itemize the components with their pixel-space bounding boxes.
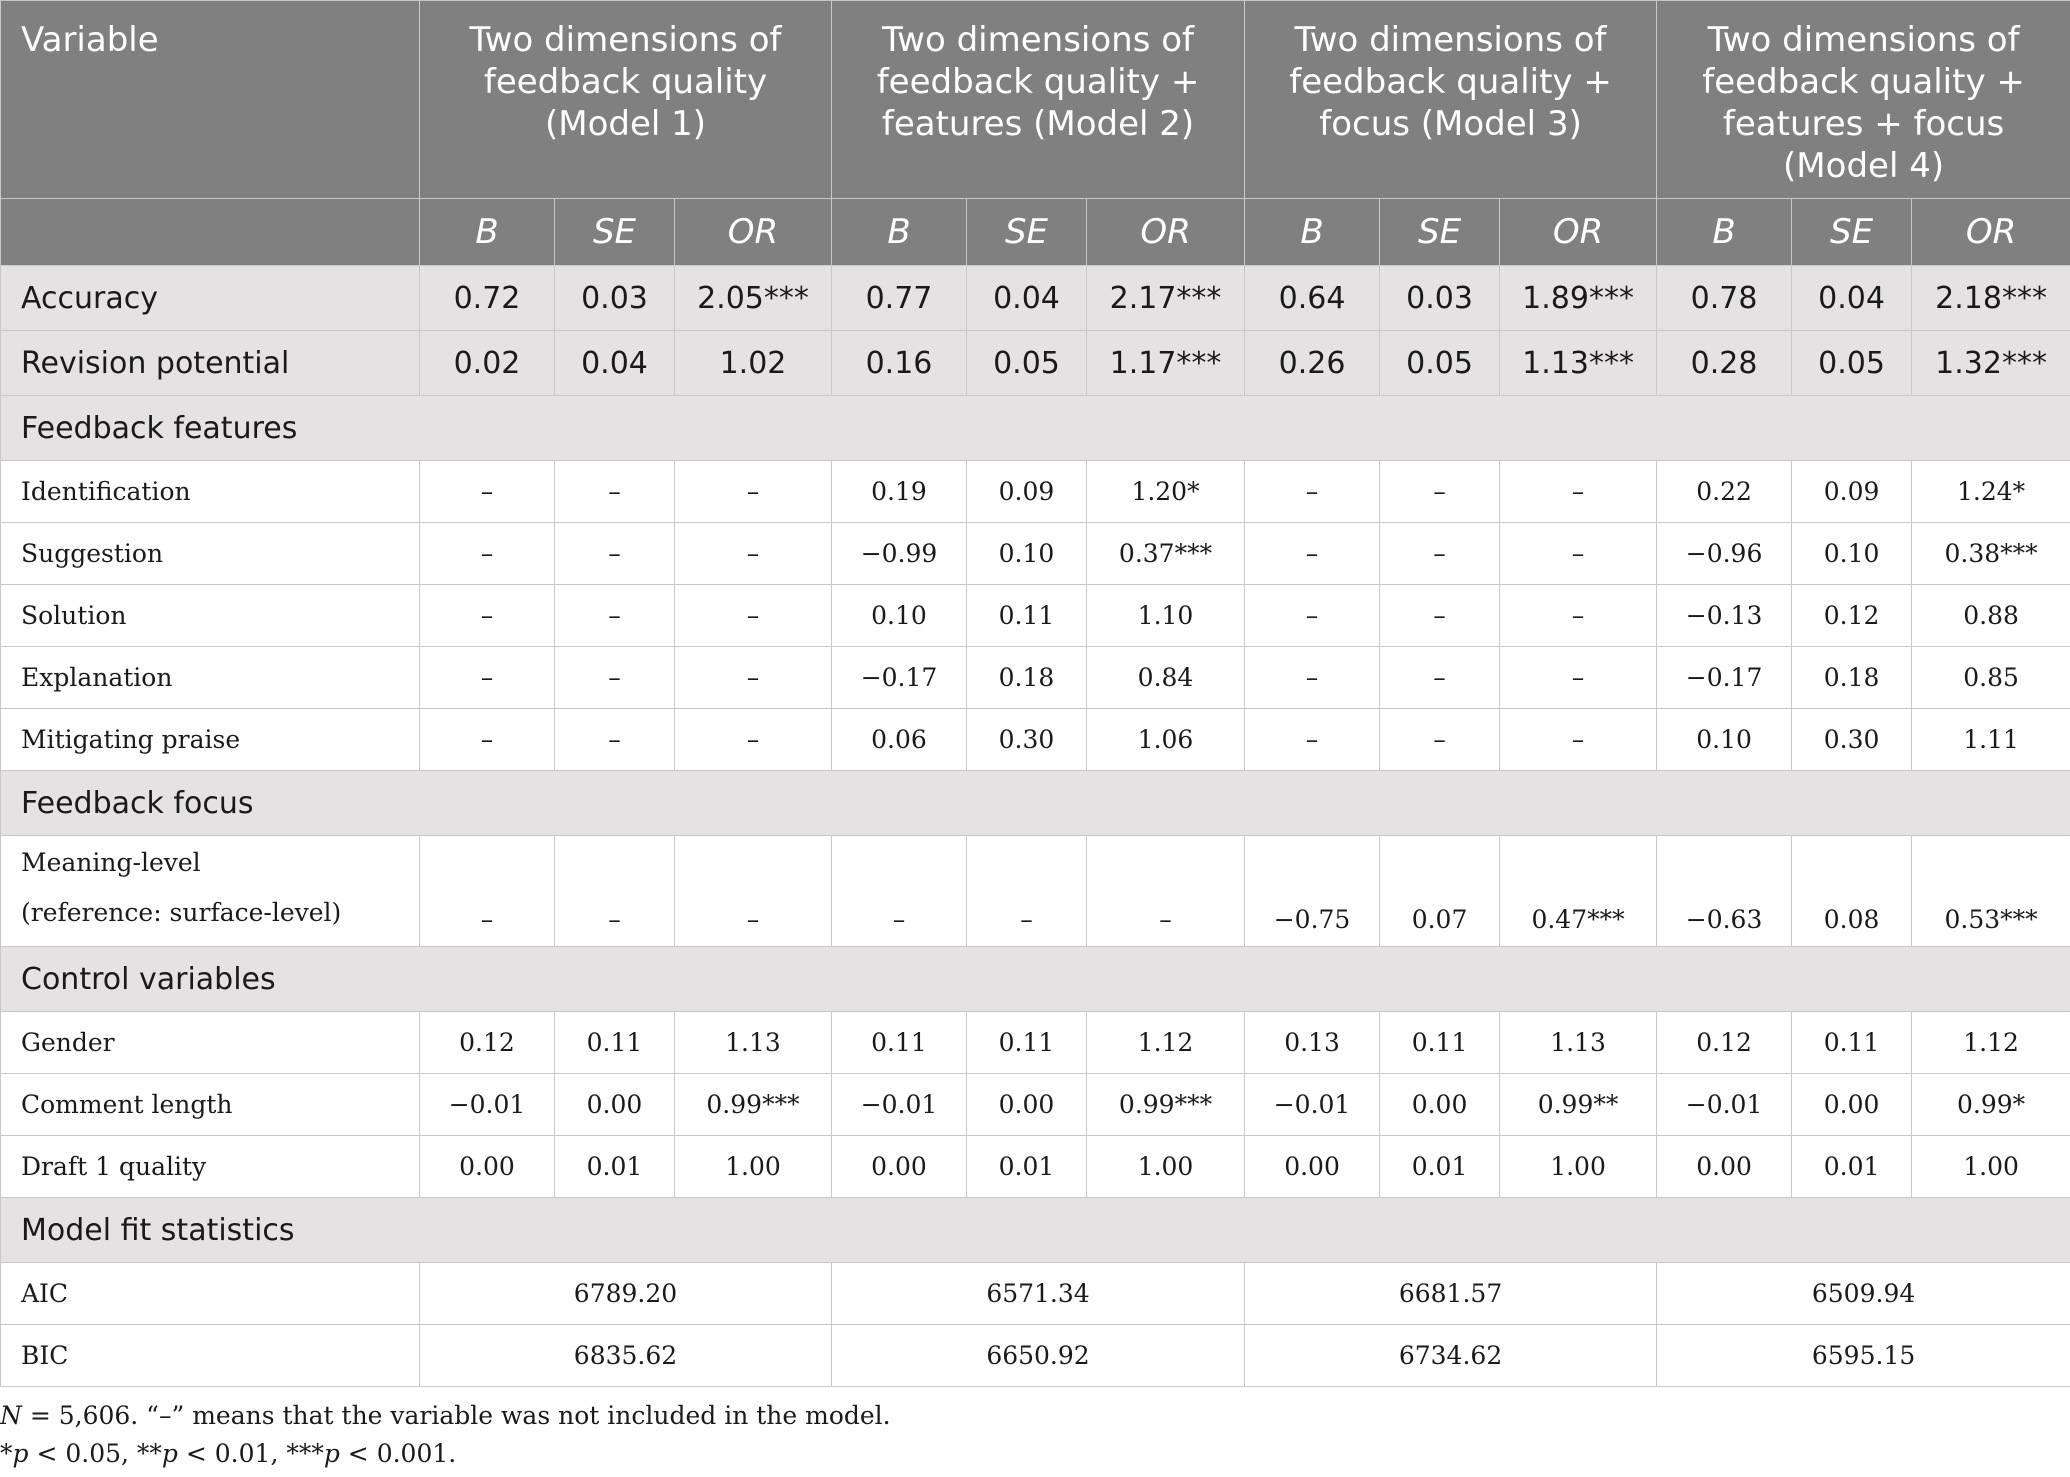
cell: 0.03 [1380, 266, 1500, 331]
cell: – [1380, 523, 1500, 585]
model-1-header-line1: Two dimensions of [469, 20, 782, 60]
cell: – [1245, 709, 1380, 771]
fn-v1: < 0.05, ** [28, 1439, 162, 1468]
cell: 0.38*** [1912, 523, 2070, 585]
cell: – [420, 585, 555, 647]
section-control-variables [1, 947, 2070, 1012]
cell: 0.30 [967, 709, 1087, 771]
cell: 1.10 [1087, 585, 1245, 647]
cell: 0.78 [1657, 266, 1792, 331]
cell: 0.00 [420, 1136, 555, 1198]
fn-p1: p [12, 1439, 29, 1468]
row-label: AIC [1, 1263, 420, 1325]
cell: – [420, 709, 555, 771]
model-2-header-line3: features (Model 2) [881, 104, 1195, 144]
cell: −0.17 [1657, 647, 1792, 709]
section-label: Feedback focus [1, 771, 2070, 836]
cell: 6734.62 [1245, 1325, 1657, 1387]
row-label: Revision potential [1, 331, 420, 396]
model-2-header-line1: Two dimensions of [882, 20, 1194, 60]
stat-header-or: OR [1500, 199, 1657, 266]
cell: 1.00 [1087, 1136, 1245, 1198]
cell: 0.05 [1380, 331, 1500, 396]
cell: 0.64 [1245, 266, 1380, 331]
section-model-fit [1, 1198, 2070, 1263]
cell: 0.05 [967, 331, 1087, 396]
cell: – [1245, 523, 1380, 585]
cell: 0.99** [1500, 1074, 1657, 1136]
section-feedback-features [1, 396, 2070, 461]
table-row-mitigating-praise [1, 709, 2070, 771]
cell: 1.20* [1087, 461, 1245, 523]
cell: 1.00 [1500, 1136, 1657, 1198]
row-label: BIC [1, 1325, 420, 1387]
cell: 0.04 [555, 331, 675, 396]
cell: 6571.34 [832, 1263, 1245, 1325]
cell: – [1380, 585, 1500, 647]
cell: – [1380, 709, 1500, 771]
stats-header-blank [1, 199, 420, 266]
cell: 0.19 [832, 461, 967, 523]
cell: – [1380, 647, 1500, 709]
cell: 6835.62 [420, 1325, 832, 1387]
model-4-header-line3: features + focus [1722, 104, 2005, 144]
cell: −0.01 [420, 1074, 555, 1136]
cell: 1.17*** [1087, 331, 1245, 396]
cell: 0.06 [832, 709, 967, 771]
fn-p3: p [323, 1439, 340, 1468]
table-row-meaning-level [1, 836, 2070, 947]
cell: 1.12 [1087, 1012, 1245, 1074]
cell: 1.13 [675, 1012, 832, 1074]
cell: −0.96 [1657, 523, 1792, 585]
cell: 0.07 [1380, 836, 1500, 947]
cell: 0.01 [1380, 1136, 1500, 1198]
cell: −0.17 [832, 647, 967, 709]
model-3-header-line1: Two dimensions of [1294, 20, 1607, 60]
model-1-header [420, 1, 832, 199]
cell: 1.13*** [1500, 331, 1657, 396]
cell: 1.24* [1912, 461, 2070, 523]
cell: – [555, 836, 675, 947]
fn-v2: < 0.01, *** [177, 1439, 324, 1468]
cell: 0.00 [832, 1136, 967, 1198]
table-row-aic [1, 1263, 2070, 1325]
cell: 6681.57 [1245, 1263, 1657, 1325]
cell: 0.01 [967, 1136, 1087, 1198]
row-label: Gender [1, 1012, 420, 1074]
cell: 1.11 [1912, 709, 2070, 771]
cell: 0.11 [967, 1012, 1087, 1074]
section-feedback-focus [1, 771, 2070, 836]
row-label [1, 836, 420, 947]
cell: 0.12 [1792, 585, 1912, 647]
cell: −0.63 [1657, 836, 1792, 947]
cell: – [1500, 709, 1657, 771]
cell: 6789.20 [420, 1263, 832, 1325]
section-label: Feedback features [1, 396, 2070, 461]
table-row-explanation [1, 647, 2070, 709]
cell: 0.37*** [1087, 523, 1245, 585]
cell: 0.99*** [675, 1074, 832, 1136]
stat-header-or: OR [675, 199, 832, 266]
cell: 1.32*** [1912, 331, 2070, 396]
cell: – [555, 647, 675, 709]
cell: 0.10 [832, 585, 967, 647]
header-row-stats [1, 199, 2070, 266]
cell: – [675, 836, 832, 947]
model-4-header-line4: (Model 4) [1783, 146, 1945, 186]
footnote-n-symbol: N [0, 1401, 22, 1430]
cell: 0.84 [1087, 647, 1245, 709]
cell: 0.28 [1657, 331, 1792, 396]
cell: – [1245, 461, 1380, 523]
cell: 0.53*** [1912, 836, 2070, 947]
cell: – [1380, 461, 1500, 523]
cell: 6595.15 [1657, 1325, 2070, 1387]
stat-header-or: OR [1912, 199, 2070, 266]
table-row-identification [1, 461, 2070, 523]
cell: 1.89*** [1500, 266, 1657, 331]
header-row-models [1, 1, 2070, 199]
cell: – [832, 836, 967, 947]
cell: 0.04 [1792, 266, 1912, 331]
model-3-header [1245, 1, 1657, 199]
cell: 0.22 [1657, 461, 1792, 523]
cell: 0.09 [967, 461, 1087, 523]
row-label: Accuracy [1, 266, 420, 331]
footnote-n-text: = 5,606. “–” means that the variable was not included in the model. [21, 1401, 891, 1430]
cell: 0.00 [555, 1074, 675, 1136]
cell: 0.09 [1792, 461, 1912, 523]
fn-v3: < 0.001. [339, 1439, 457, 1468]
model-4-header [1657, 1, 2070, 199]
cell: 0.30 [1792, 709, 1912, 771]
cell: 0.00 [1657, 1136, 1792, 1198]
cell: −0.01 [1245, 1074, 1380, 1136]
model-1-header-line2: feedback quality [483, 62, 768, 102]
cell: 0.18 [1792, 647, 1912, 709]
cell: −0.13 [1657, 585, 1792, 647]
footnote-n [0, 1397, 891, 1435]
row-label: Explanation [1, 647, 420, 709]
row-label-line2: (reference: surface-level) [21, 898, 342, 927]
stat-header-se: SE [967, 199, 1087, 266]
model-2-header [832, 1, 1245, 199]
cell: – [555, 523, 675, 585]
cell: 0.12 [1657, 1012, 1792, 1074]
cell: – [1245, 585, 1380, 647]
table-row-solution [1, 585, 2070, 647]
cell: 0.85 [1912, 647, 2070, 709]
row-label: Comment length [1, 1074, 420, 1136]
cell: 0.02 [420, 331, 555, 396]
row-label: Identification [1, 461, 420, 523]
cell: 0.26 [1245, 331, 1380, 396]
cell: 0.72 [420, 266, 555, 331]
cell: 0.16 [832, 331, 967, 396]
cell: 1.06 [1087, 709, 1245, 771]
cell: −0.99 [832, 523, 967, 585]
table-row-revision-potential [1, 331, 2070, 396]
row-label: Suggestion [1, 523, 420, 585]
cell: – [420, 836, 555, 947]
cell: – [420, 647, 555, 709]
row-label-line1: Meaning-level [21, 848, 201, 877]
cell: 1.00 [675, 1136, 832, 1198]
cell: 0.08 [1792, 836, 1912, 947]
model-2-header-line2: feedback quality + [876, 62, 1200, 102]
cell: 0.13 [1245, 1012, 1380, 1074]
stat-header-b: B [420, 199, 555, 266]
model-3-header-line3: focus (Model 3) [1319, 104, 1582, 144]
table-row-comment-length [1, 1074, 2070, 1136]
section-label: Control variables [1, 947, 2070, 1012]
cell: 0.11 [1380, 1012, 1500, 1074]
cell: 0.18 [967, 647, 1087, 709]
model-3-header-line2: feedback quality + [1289, 62, 1612, 102]
cell: 2.17*** [1087, 266, 1245, 331]
cell: – [1500, 585, 1657, 647]
row-label: Solution [1, 585, 420, 647]
cell: 0.00 [1380, 1074, 1500, 1136]
stat-header-b: B [1245, 199, 1380, 266]
table-row-bic [1, 1325, 2070, 1387]
table-row-gender [1, 1012, 2070, 1074]
cell: 0.01 [555, 1136, 675, 1198]
cell: – [1087, 836, 1245, 947]
footnote-significance [0, 1435, 891, 1473]
model-4-header-line1: Two dimensions of [1707, 20, 2020, 60]
cell: – [420, 523, 555, 585]
cell: 0.00 [1245, 1136, 1380, 1198]
model-1-header-line3: (Model 1) [544, 104, 707, 144]
cell: – [675, 647, 832, 709]
fn-star: * [0, 1439, 13, 1468]
table-row-draft-1-quality [1, 1136, 2070, 1198]
row-label: Mitigating praise [1, 709, 420, 771]
stat-header-se: SE [555, 199, 675, 266]
cell: −0.01 [832, 1074, 967, 1136]
variable-header: Variable [1, 1, 420, 199]
cell: – [967, 836, 1087, 947]
cell: 0.88 [1912, 585, 2070, 647]
row-label: Draft 1 quality [1, 1136, 420, 1198]
cell: 0.10 [1792, 523, 1912, 585]
section-label: Model fit statistics [1, 1198, 2070, 1263]
cell: −0.75 [1245, 836, 1380, 947]
cell: 0.00 [1792, 1074, 1912, 1136]
cell: – [420, 461, 555, 523]
cell: 0.11 [967, 585, 1087, 647]
cell: – [675, 585, 832, 647]
table-footnotes [0, 1397, 891, 1473]
cell: 0.99* [1912, 1074, 2070, 1136]
cell: 2.05*** [675, 266, 832, 331]
cell: 0.00 [967, 1074, 1087, 1136]
cell: – [1500, 647, 1657, 709]
stat-header-se: SE [1792, 199, 1912, 266]
cell: 1.02 [675, 331, 832, 396]
fn-p2: p [161, 1439, 178, 1468]
cell: 0.11 [1792, 1012, 1912, 1074]
cell: – [675, 461, 832, 523]
cell: – [555, 709, 675, 771]
cell: 0.47*** [1500, 836, 1657, 947]
cell: – [555, 585, 675, 647]
cell: 0.03 [555, 266, 675, 331]
cell: 0.99*** [1087, 1074, 1245, 1136]
cell: 1.00 [1912, 1136, 2070, 1198]
table-row-suggestion [1, 523, 2070, 585]
cell: 0.10 [1657, 709, 1792, 771]
stat-header-se: SE [1380, 199, 1500, 266]
cell: – [675, 523, 832, 585]
cell: 0.11 [555, 1012, 675, 1074]
cell: 0.01 [1792, 1136, 1912, 1198]
cell: – [1500, 523, 1657, 585]
cell: 6650.92 [832, 1325, 1245, 1387]
stat-header-b: B [832, 199, 967, 266]
cell: 0.10 [967, 523, 1087, 585]
cell: 0.04 [967, 266, 1087, 331]
table-row-accuracy [1, 266, 2070, 331]
model-4-header-line2: feedback quality + [1702, 62, 2025, 102]
cell: 1.13 [1500, 1012, 1657, 1074]
cell: – [675, 709, 832, 771]
stat-header-b: B [1657, 199, 1792, 266]
cell: – [555, 461, 675, 523]
cell: −0.01 [1657, 1074, 1792, 1136]
cell: – [1245, 647, 1380, 709]
cell: 2.18*** [1912, 266, 2070, 331]
cell: 1.12 [1912, 1012, 2070, 1074]
stat-header-or: OR [1087, 199, 1245, 266]
cell: 0.11 [832, 1012, 967, 1074]
cell: 0.77 [832, 266, 967, 331]
cell: 0.05 [1792, 331, 1912, 396]
cell: 6509.94 [1657, 1263, 2070, 1325]
cell: 0.12 [420, 1012, 555, 1074]
cell: – [1500, 461, 1657, 523]
